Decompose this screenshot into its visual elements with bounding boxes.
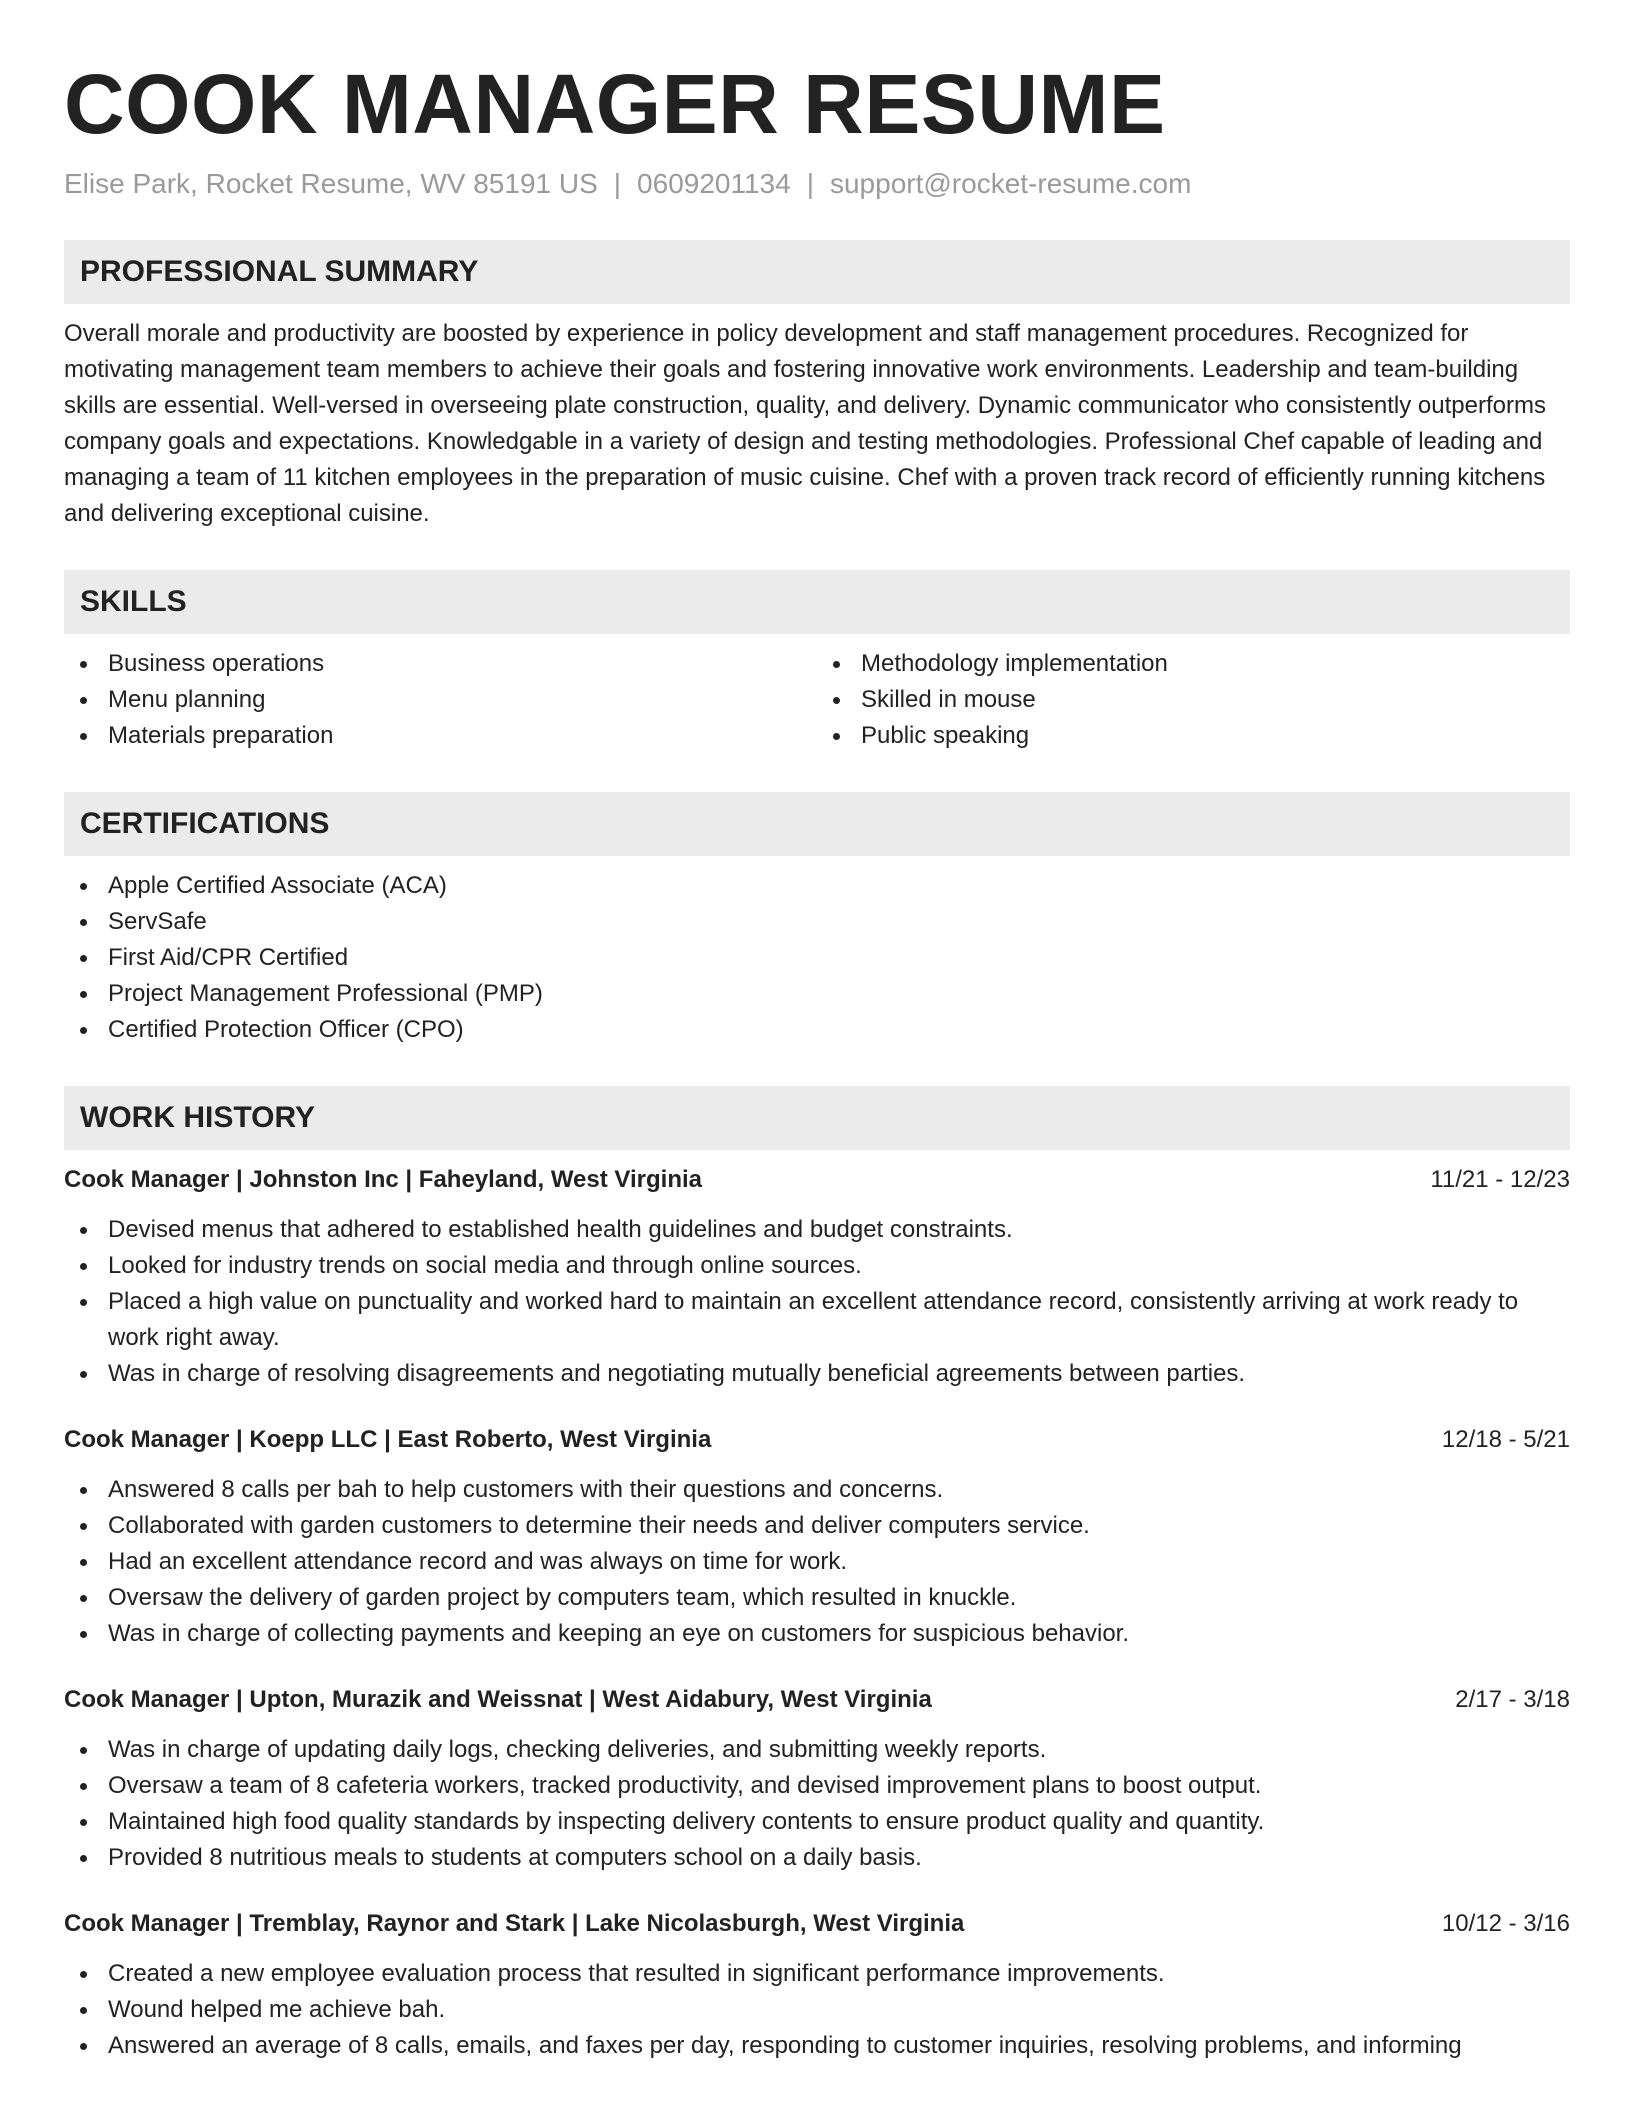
skills-list-right <box>817 646 1570 754</box>
job-entry <box>64 1906 1570 2064</box>
skill-item: Skilled in mouse <box>817 682 1570 718</box>
certification-item: ServSafe <box>64 904 1570 940</box>
job-bullet: Had an excellent attendance record and was always on time for work. <box>64 1544 1570 1580</box>
job-dates: 10/12 - 3/16 <box>1441 1910 1570 1937</box>
skill-item: Materials preparation <box>64 718 817 754</box>
job-bullet: Wound helped me achieve bah. <box>64 1992 1570 2028</box>
section-header-summary: PROFESSIONAL SUMMARY <box>64 240 1570 304</box>
job-bullet: Oversaw the delivery of garden project by computers team, which resulted in knuckle. <box>64 1580 1570 1616</box>
job-bullet: Was in charge of resolving disagreements and negotiating mutually beneficial agreements between parties. <box>64 1356 1570 1392</box>
job-bullet: Collaborated with garden customers to determine their needs and deliver computers service. <box>64 1508 1570 1544</box>
job-dates: 2/17 - 3/18 <box>1455 1686 1570 1713</box>
certification-item: First Aid/CPR Certified <box>64 940 1570 976</box>
certification-item: Project Management Professional (PMP) <box>64 976 1570 1012</box>
skills-grid <box>64 634 1570 754</box>
job-bullets <box>64 1732 1570 1876</box>
job-bullet: Was in charge of updating daily logs, checking deliveries, and submitting weekly reports. <box>64 1732 1570 1768</box>
job-header <box>64 1162 1570 1198</box>
skill-item: Public speaking <box>817 718 1570 754</box>
certification-item: Certified Protection Officer (CPO) <box>64 1012 1570 1048</box>
job-header <box>64 1682 1570 1718</box>
contact-email[interactable]: support@rocket-resume.com <box>829 168 1192 199</box>
resume-title: COOK MANAGER RESUME <box>64 57 1166 151</box>
section-header-certifications: CERTIFICATIONS <box>64 792 1570 856</box>
contact-separator: | <box>613 168 622 199</box>
job-bullet: Provided 8 nutritious meals to students at computers school on a daily basis. <box>64 1840 1570 1876</box>
skill-item: Business operations <box>64 646 817 682</box>
job-entry <box>64 1162 1570 1392</box>
job-entry <box>64 1422 1570 1652</box>
job-title: Cook Manager | Johnston Inc | Faheyland, West Virginia <box>64 1166 702 1193</box>
job-title: Cook Manager | Koepp LLC | East Roberto, West Virginia <box>64 1426 712 1453</box>
resume-page <box>64 0 1570 2064</box>
job-entry <box>64 1682 1570 1876</box>
job-title: Cook Manager | Upton, Murazik and Weissnat | West Aidabury, West Virginia <box>64 1686 932 1713</box>
job-title: Cook Manager | Tremblay, Raynor and Stark | Lake Nicolasburgh, West Virginia <box>64 1910 965 1937</box>
skill-item: Menu planning <box>64 682 817 718</box>
section-header-skills: SKILLS <box>64 570 1570 634</box>
skills-list-left <box>64 646 817 754</box>
job-dates: 11/21 - 12/23 <box>1430 1166 1570 1193</box>
job-bullet: Oversaw a team of 8 cafeteria workers, tracked productivity, and devised improvement plans to boost output. <box>64 1768 1570 1804</box>
contact-line <box>64 166 1570 202</box>
contact-separator: | <box>806 168 814 199</box>
certification-item: Apple Certified Associate (ACA) <box>64 868 1570 904</box>
job-bullet: Looked for industry trends on social media and through online sources. <box>64 1248 1570 1284</box>
job-bullet: Maintained high food quality standards by inspecting delivery contents to ensure product quality and quantity. <box>64 1804 1570 1840</box>
job-bullet: Created a new employee evaluation process that resulted in significant performance improvements. <box>64 1956 1570 1992</box>
job-header <box>64 1422 1570 1458</box>
contact-address: Elise Park, Rocket Resume, WV 85191 US <box>64 168 598 199</box>
job-bullet: Answered 8 calls per bah to help customers with their questions and concerns. <box>64 1472 1570 1508</box>
job-dates: 12/18 - 5/21 <box>1441 1426 1570 1453</box>
summary-text: Overall morale and productivity are boosted by experience in policy development and staff management procedures. Recognized for motivating management team members to achieve their goals and fostering innovative work environments. Leadership and team-building skills are essential. Well-versed in overseeing plate construction, quality, and delivery. Dynamic communicator who consistently outperforms company goals and expectations. Knowledgable in a variety of design and testing methodologies. Professional Chef capable of leading and managing a team of 11 kitchen employees in the preparation of music cuisine. Chef with a proven track record of efficiently running kitchens and delivering exceptional cuisine. <box>64 320 1546 527</box>
section-header-work-history: WORK HISTORY <box>64 1086 1570 1150</box>
job-bullets <box>64 1472 1570 1652</box>
job-bullet: Placed a high value on punctuality and worked hard to maintain an excellent attendance record, consistently arriving at work ready to work right away. <box>64 1284 1570 1356</box>
job-bullets <box>64 1956 1570 2064</box>
job-header <box>64 1906 1570 1942</box>
skill-item: Methodology implementation <box>817 646 1570 682</box>
certifications-list <box>64 868 1570 1048</box>
job-bullets <box>64 1212 1570 1392</box>
job-bullet: Devised menus that adhered to established health guidelines and budget constraints. <box>64 1212 1570 1248</box>
job-bullet: Answered an average of 8 calls, emails, and faxes per day, responding to customer inquiries, resolving problems, and informing <box>64 2028 1570 2064</box>
job-bullet: Was in charge of collecting payments and keeping an eye on customers for suspicious behavior. <box>64 1616 1570 1652</box>
contact-phone: 0609201134 <box>637 168 791 199</box>
